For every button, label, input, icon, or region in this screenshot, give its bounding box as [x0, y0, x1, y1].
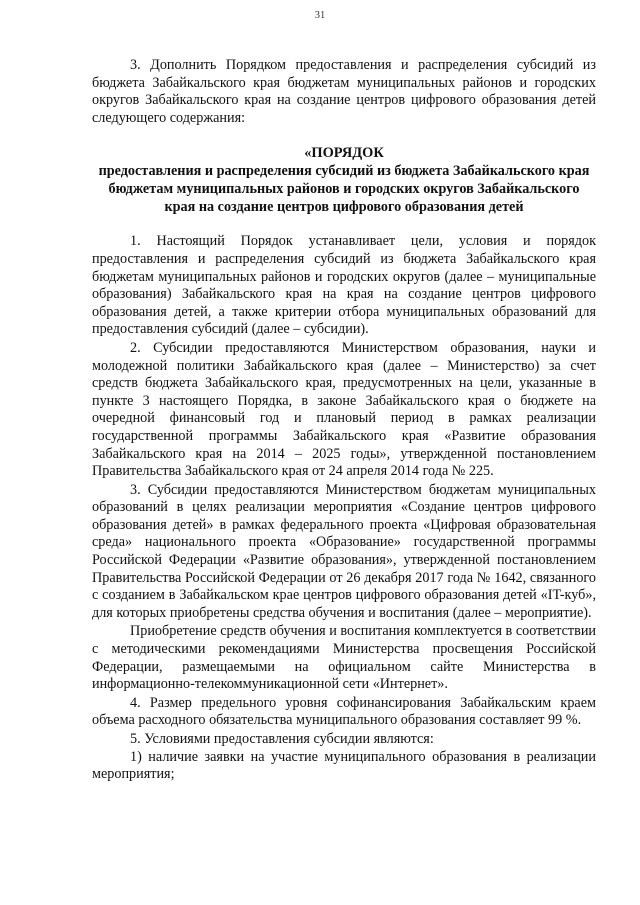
- paragraph-3: 3. Субсидии предоставляются Министерством бюджетам муниципальных образований в целях реализации мероприятия «Создание центров цифрового образования детей» в рамках федерального проекта «Цифровая образовательная среда» национального проекта «Образование» государственной программы Российской Федерации «Развитие образования», утвержденной постановлением Правительства Российской Федерации от 26 декабря 2017 года № 1642, связанного с созданием в Забайкальском крае центров цифрового образования детей «IT-куб», для которых приобретены средства обучения и воспитания (далее – мероприятие).: [92, 481, 596, 621]
- order-title: [92, 144, 596, 216]
- intro-paragraph: 3. Дополнить Порядком предоставления и распределения субсидий из бюджета Забайкальского края бюджетам муниципальных районов и городских округов Забайкальского края на создание центров цифрового образования детей следующего содержания:: [92, 57, 596, 126]
- paragraph-2: 2. Субсидии предоставляются Министерством образования, науки и молодежной политики Забайкальского края (далее – Министерство) за счет средств бюджета Забайкальского края, предусмотренных на цели, указанные в пункте 3 настоящего Порядка, в законе Забайкальского края о бюджете на очередной финансовый год и плановый период в рамках реализации государственной программы Забайкальского края «Развитие образования Забайкальского края на 2014 – 2025 годы», утвержденной постановлением Правительства Забайкальского края от 24 апреля 2014 года № 225.: [92, 339, 596, 480]
- page-number: 31: [314, 10, 326, 21]
- paragraph-5: 5. Условиями предоставления субсидии являются:: [130, 731, 434, 747]
- paragraph-4: 4. Размер предельного уровня софинансирования Забайкальским краем объема расходного обязательства муниципального образования составляет 99 %.: [92, 694, 596, 729]
- document-body: [92, 57, 596, 784]
- paragraph-purchase: Приобретение средств обучения и воспитания комплектуется в соответствии с методическими рекомендациями Министерства просвещения Российской Федерации, размещаемыми на официальном сайте Министерства в информационно-телекоммуникационной сети «Интернет».: [92, 623, 596, 693]
- paragraph-5-item-1: 1) наличие заявки на участие муниципального образования в реализации мероприятия;: [92, 748, 596, 783]
- paragraph-1: 1. Настоящий Порядок устанавливает цели, условия и порядок предоставления и распределения субсидий из бюджета Забайкальского края бюджетам муниципальных районов и городских округов (далее – муниципальные образования) Забайкальского края на края на создание центров цифрового образования детей, а также критерии отбора муниципальных образований для предоставления субсидий (далее – субсидии).: [92, 233, 596, 338]
- order-title-main: «ПОРЯДОК: [304, 145, 384, 162]
- order-title-subtitle: предоставления и распределения субсидий из бюджета Забайкальского края бюджетам муниципальных районов и городских округов Забайкальского края на создание центров цифрового образования детей: [98, 163, 590, 216]
